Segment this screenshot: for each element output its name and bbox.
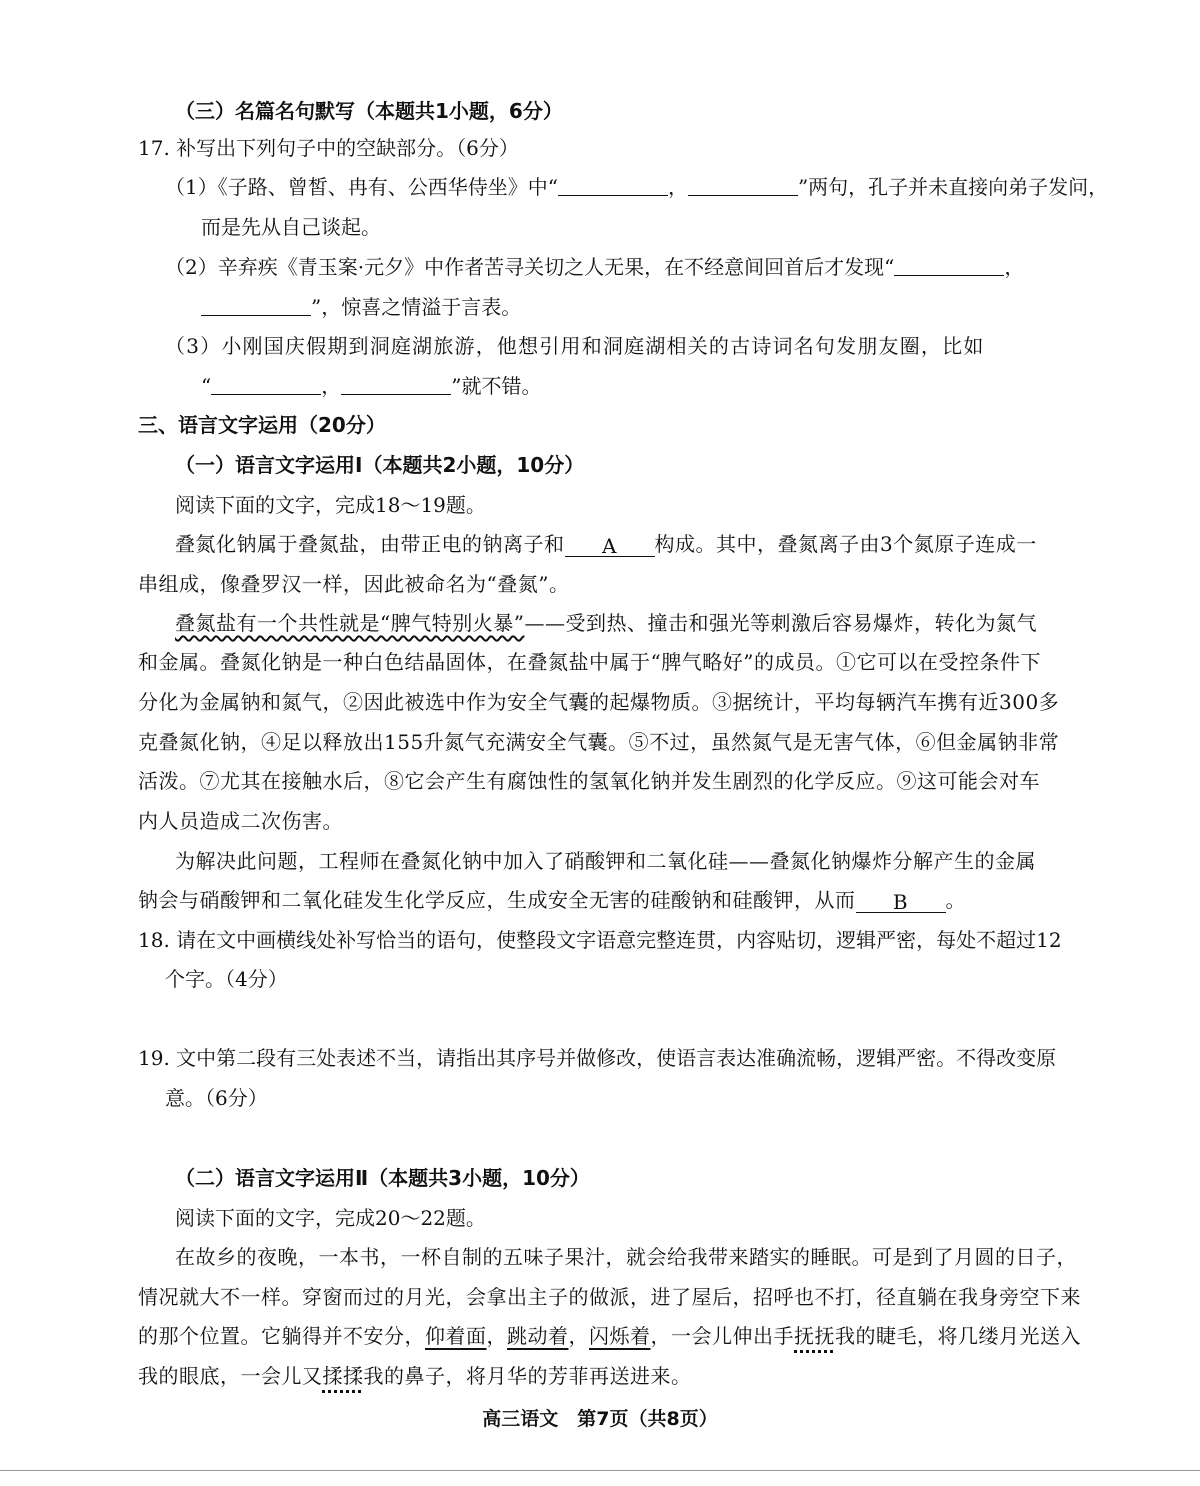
underlined-phrase: 仰着面 bbox=[425, 1324, 487, 1348]
passage-2-line bbox=[138, 1322, 1081, 1350]
underlined-phrase: 闪烁着 bbox=[589, 1324, 651, 1348]
answer-blank[interactable] bbox=[341, 374, 451, 395]
text: 钠会与硝酸钾和二氧化硅发生化学反应，生成安全无害的硅酸钠和硅酸钾，从而 bbox=[138, 888, 856, 912]
question-19-cont: 意。（6分） bbox=[165, 1086, 268, 1110]
text: 我的睫毛，将几缕月光送入 bbox=[835, 1324, 1081, 1348]
answer-blank[interactable] bbox=[211, 374, 321, 395]
passage-1-line: 克叠氮化钠，④足以释放出155升氮气充满安全气囊。⑤不过，虽然氮气是无害气体，⑥但金属钠非常 bbox=[138, 730, 1060, 754]
passage-1-line: 分化为金属钠和氮气，②因此被选中作为安全气囊的起爆物质。③据统计，平均每辆汽车携有近300多 bbox=[138, 690, 1060, 714]
passage-1-line: 和金属。叠氮化钠是一种白色结晶固体，在叠氮盐中属于“脾气略好”的成员。①它可以在受控条件下 bbox=[138, 650, 1041, 674]
text: 我的眼底，一会儿又 bbox=[138, 1364, 323, 1388]
page-footer: 高三语文 第7页（共8页） bbox=[482, 1408, 718, 1430]
section-header-famous-lines: （三）名篇名句默写（本题共1小题，6分） bbox=[175, 99, 563, 123]
text: ， bbox=[486, 1324, 507, 1348]
dotted-emphasis-word: 抚抚 bbox=[794, 1324, 835, 1348]
text: 叠氮化钠属于叠氮盐，由带正电的钠离子和 bbox=[175, 532, 565, 556]
passage-1-line bbox=[175, 609, 1037, 637]
subsection-1-intro: 阅读下面的文字，完成18～19题。 bbox=[175, 493, 486, 517]
passage-1-line: 为解决此问题，工程师在叠氮化钠中加入了硝酸钾和二氧化硅——叠氮化钠爆炸分解产生的金属 bbox=[175, 849, 1036, 873]
passage-2-line: 在故乡的夜晚，一本书，一杯自制的五味子果汁，就会给我带来踏实的睡眠。可是到了月圆的日子， bbox=[175, 1245, 1077, 1269]
passage-1-line: 串组成，像叠罗汉一样，因此被命名为“叠氮”。 bbox=[138, 572, 570, 596]
text: （1）《子路、曾皙、冉有、公西华侍坐》中“ bbox=[165, 175, 558, 199]
text: 我的鼻子，将月华的芳菲再送进来。 bbox=[363, 1364, 692, 1388]
passage-1-line: 内人员造成二次伤害。 bbox=[138, 809, 343, 833]
question-18-cont: 个字。（4分） bbox=[165, 967, 288, 991]
question-18: 18. 请在文中画横线处补写恰当的语句，使整段文字语意完整连贯，内容贴切，逻辑严密，每处不超过12 bbox=[138, 928, 1062, 952]
underlined-phrase: 跳动着 bbox=[507, 1324, 569, 1348]
passage-1-line bbox=[138, 886, 966, 914]
question-19: 19. 文中第二段有三处表述不当，请指出其序号并做修改，使语言表达准确流畅，逻辑严密。不得改变原 bbox=[138, 1046, 1057, 1070]
text: 。 bbox=[945, 888, 966, 912]
question-17-part-2-cont bbox=[201, 293, 521, 321]
passage-2-line: 情况就大不一样。穿窗而过的月光，会拿出主子的做派，进了屋后，招呼也不打，径直躺在我身旁空下来 bbox=[138, 1285, 1081, 1309]
question-17-part-3-cont: “ ， ”就不错。 bbox=[201, 374, 542, 398]
subsection-2-header: （二）语言文字运用Ⅱ（本题共3小题，10分） bbox=[175, 1166, 590, 1190]
text: ——受到热、撞击和强光等刺激后容易爆炸，转化为氮气 bbox=[524, 611, 1037, 635]
text: ， bbox=[568, 1324, 589, 1348]
question-17-part-2: （2）辛弃疾《青玉案·元夕》中作者苦寻关切之人无果，在不经意间回首后才发现“ ， bbox=[165, 255, 1025, 279]
question-17-part-3: （3）小刚国庆假期到洞庭湖旅游，他想引用和洞庭湖相关的古诗词名句发朋友圈，比如 bbox=[165, 334, 985, 358]
text: ”就不错。 bbox=[451, 374, 542, 398]
text: ，一会儿伸出手 bbox=[650, 1324, 794, 1348]
passage-1-line bbox=[175, 530, 1037, 558]
fill-blank-a: A bbox=[565, 536, 655, 557]
part-3-header: 三、语言文字运用（20分） bbox=[138, 413, 386, 437]
text: （2）辛弃疾《青玉案·元夕》中作者苦寻关切之人无果，在不经意间回首后才发现“ bbox=[165, 255, 895, 279]
passage-1-line: 活泼。⑦尤其在接触水后，⑧它会产生有腐蚀性的氢氧化钠并发生剧烈的化学反应。⑨这可能会对车 bbox=[138, 769, 1040, 793]
text: 构成。其中，叠氮离子由3个氮原子连成一 bbox=[654, 532, 1037, 556]
wavy-underlined-sentence: 叠氮盐有一个共性就是“脾气特别火暴” bbox=[175, 611, 525, 635]
subsection-1-header: （一）语言文字运用Ⅰ（本题共2小题，10分） bbox=[175, 453, 585, 477]
answer-blank[interactable] bbox=[558, 175, 668, 196]
page-edge-divider bbox=[0, 1470, 1200, 1471]
text: ”两句，孔子并未直接向弟子发问， bbox=[797, 175, 1109, 199]
answer-blank[interactable] bbox=[894, 255, 1004, 276]
text: ”，惊喜之情溢于言表。 bbox=[311, 295, 522, 319]
answer-blank[interactable] bbox=[688, 175, 798, 196]
answer-blank[interactable] bbox=[201, 295, 311, 316]
fill-blank-b: B bbox=[856, 892, 946, 913]
dotted-emphasis-word: 揉揉 bbox=[322, 1364, 364, 1388]
question-17-part-1-cont: 而是先从自己谈起。 bbox=[201, 215, 381, 239]
subsection-2-intro: 阅读下面的文字，完成20～22题。 bbox=[175, 1206, 486, 1230]
question-17-part-1: （1）《子路、曾皙、冉有、公西华侍坐》中“ ， ”两句，孔子并未直接向弟子发问， bbox=[165, 175, 1109, 199]
text: 的那个位置。它躺得并不安分， bbox=[138, 1324, 425, 1348]
passage-2-line bbox=[138, 1362, 692, 1390]
question-17-stem: 17. 补写出下列句子中的空缺部分。（6分） bbox=[138, 136, 519, 160]
